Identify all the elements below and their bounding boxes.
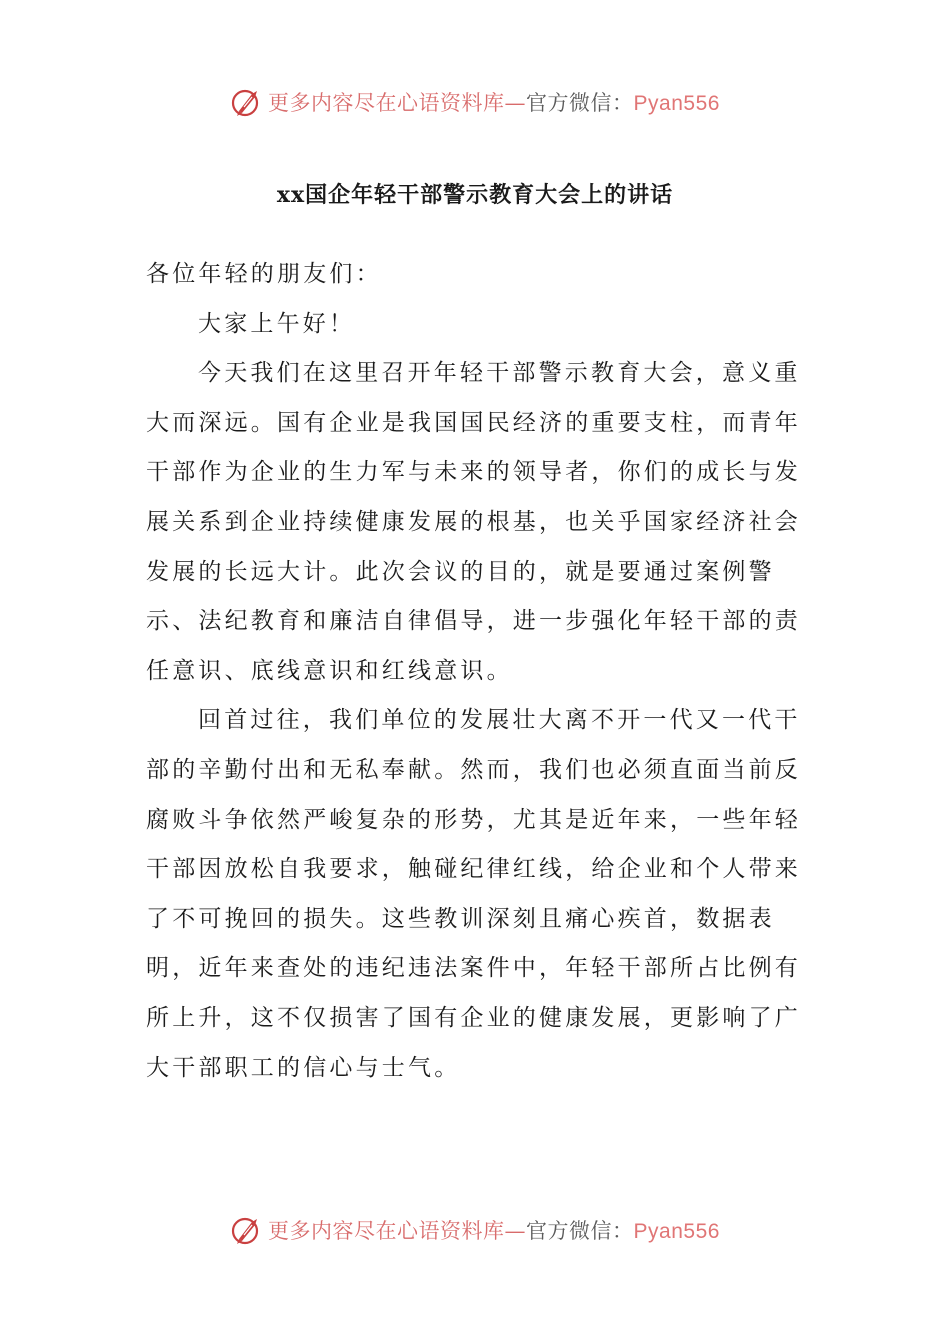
banner-dash: — [504, 1219, 527, 1243]
footer-watermark-banner [0, 1208, 950, 1252]
banner-wechat-id: Pyan556 [633, 92, 720, 115]
greeting: 大家上午好！ [198, 310, 356, 337]
header-watermark-banner [0, 80, 950, 124]
banner-wechat-id: Pyan556 [633, 1220, 720, 1243]
pen-nib-circle-icon [230, 1213, 264, 1247]
body-paragraph: 今天我们在这里召开年轻干部警示教育大会，意义重大而深远。国有企业是我国国民经济的重要支柱，而青年干部作为企业的生力军与未来的领导者，你们的成长与发展关系到企业持续健康发展的根基，也关乎国家经济社会发展的长远大计。此次会议的目的，就是要通过案例警示、法纪教育和廉洁自律倡导，进一步强化年轻干部的责任意识、底线意识和红线意识。 [146, 360, 801, 684]
banner-text-wechat: 官方微信： [526, 91, 634, 115]
salutation: 各位年轻的朋友们： [146, 261, 382, 287]
pen-nib-circle-icon [230, 85, 264, 119]
document-body [146, 250, 806, 1093]
document-title: xx国企年轻干部警示教育大会上的讲话 [276, 182, 674, 208]
banner-text-library: 更多内容尽在心语资料库 [268, 91, 505, 115]
banner-text-wechat: 官方微信： [526, 1219, 634, 1243]
banner-text-library: 更多内容尽在心语资料库 [268, 1219, 505, 1243]
banner-dash: — [504, 91, 527, 115]
body-paragraph: 回首过往，我们单位的发展壮大离不开一代又一代干部的辛勤付出和无私奉献。然而，我们也必须直面当前反腐败斗争依然严峻复杂的形势，尤其是近年来，一些年轻干部因放松自我要求，触碰纪律红线，给企业和个人带来了不可挽回的损失。这些教训深刻且痛心疾首，数据表明，近年来查处的违纪违法案件中，年轻干部所占比例有所上升，这不仅损害了国有企业的健康发展，更影响了广大干部职工的信心与士气。 [146, 707, 801, 1081]
